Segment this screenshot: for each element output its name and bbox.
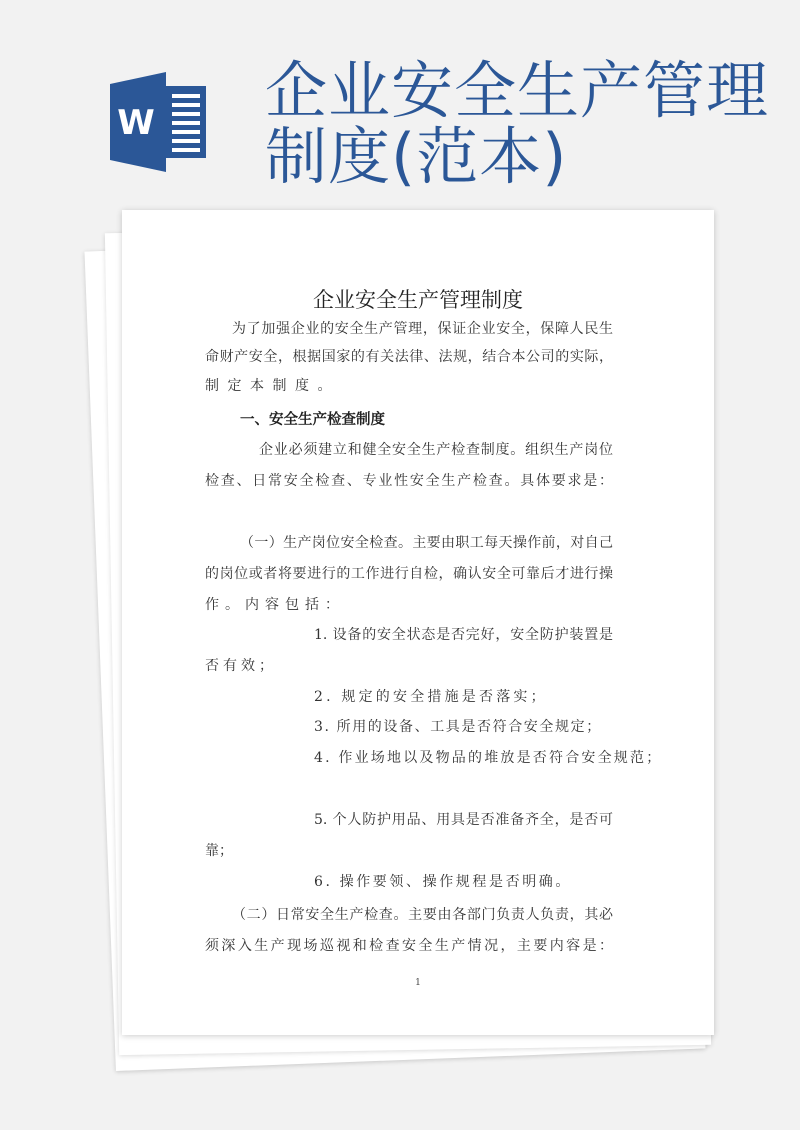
paragraph-line: 为了加强企业的安全生产管理，保证企业安全，保障人民生 [232, 321, 613, 337]
list-item: 5. 个人防护用品、用具是否准备齐全，是否可 [314, 812, 613, 828]
paragraph-line: 企业必须建立和健全安全生产检查制度。组织生产岗位 [259, 442, 613, 458]
list-item: 4. 作业场地以及物品的堆放是否符合安全规范； [314, 750, 663, 766]
document-page [122, 210, 714, 1035]
word-logo-icon [110, 72, 210, 172]
paragraph-line: 命财产安全，根据国家的有关法律、法规，结合本公司的实际， [205, 349, 613, 365]
banner-title-line2: 制度(范本) [265, 120, 568, 193]
paragraph-line: 须深入生产现场巡视和检查安全生产情况，主要内容是： [205, 938, 613, 954]
list-item: 1. 设备的安全状态是否完好，安全防护装置是 [314, 627, 613, 643]
paragraph-line: （二）日常安全生产检查。主要由各部门负责人负责，其必 [232, 907, 613, 923]
page-number: 1 [415, 978, 421, 988]
document-title: 企业安全生产管理制度 [313, 288, 523, 312]
paragraph-line: 制定本制度。 [205, 378, 340, 394]
list-item: 6. 操作要领、操作规程是否明确。 [314, 874, 573, 890]
section-heading: 一、安全生产检查制度 [240, 412, 385, 428]
list-item: 2. 规定的安全措施是否落实； [314, 689, 548, 705]
paragraph-line: （一）生产岗位安全检查。主要由职工每天操作前，对自己 [240, 535, 613, 551]
list-item-cont: 否有效； [205, 658, 277, 674]
banner-title-line1: 企业安全生产管理 [265, 54, 770, 127]
paragraph-line: 检查、日常安全检查、专业性安全生产检查。具体要求是： [205, 473, 613, 489]
paragraph-line: 的岗位或者将要进行的工作进行自检，确认安全可靠后才进行操 [205, 566, 613, 582]
logo-letter: W [117, 103, 155, 143]
list-item: 3. 所用的设备、工具是否符合安全规定； [314, 719, 602, 735]
paragraph-line: 作。内容包括： [205, 597, 345, 613]
list-item-cont: 靠； [205, 843, 233, 859]
